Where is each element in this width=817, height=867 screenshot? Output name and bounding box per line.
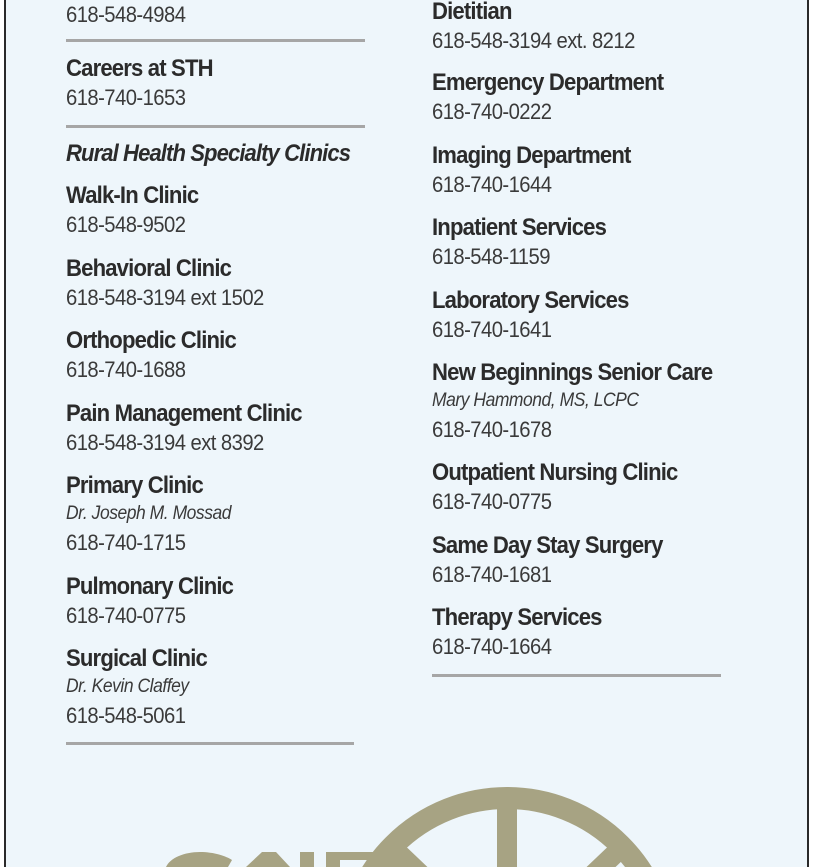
entry-phone: 618-548-9502	[66, 212, 186, 237]
entry-person: Mary Hammond, MS, LCPC	[432, 390, 639, 411]
entry-name: Pain Management Clinic	[66, 400, 302, 427]
entry-phone: 618-548-3194 ext 1502	[66, 285, 264, 310]
entry-phone: 618-548-3194 ext. 8212	[432, 28, 635, 53]
entry-phone: 618-740-1678	[432, 417, 552, 442]
entry-phone: 618-548-3194 ext 8392	[66, 430, 264, 455]
entry-name: Orthopedic Clinic	[66, 327, 236, 354]
entry-phone: 618-740-1715	[66, 530, 186, 555]
entry-phone: 618-740-1644	[432, 172, 552, 197]
section-heading: Rural Health Specialty Clinics	[66, 140, 351, 167]
entry-name: Pulmonary Clinic	[66, 573, 234, 600]
entry-name: Inpatient Services	[432, 214, 607, 241]
entry-phone: 618-740-1688	[66, 357, 186, 382]
entry-name: Primary Clinic	[66, 472, 203, 499]
entry-phone: 618-740-1641	[432, 317, 552, 342]
entry-phone: 618-548-5061	[66, 703, 186, 728]
entry-name: Careers at STH	[66, 55, 213, 82]
entry-name: Laboratory Services	[432, 287, 629, 314]
entry-phone: 618-740-0775	[66, 603, 186, 628]
entry-name: Emergency Department	[432, 69, 664, 96]
entry-name: Imaging Department	[432, 142, 631, 169]
entry-name: Same Day Stay Surgery	[432, 532, 663, 559]
entry-name: Dietitian	[432, 0, 512, 25]
entry-phone: 618-740-1664	[432, 634, 552, 659]
top-phone: 618-548-4984	[66, 2, 186, 27]
entry-name: Outpatient Nursing Clinic	[432, 459, 678, 486]
entry-name: New Beginnings Senior Care	[432, 359, 713, 386]
entry-name: Walk-In Clinic	[66, 182, 199, 209]
entry-phone: 618-740-1681	[432, 562, 552, 587]
entry-name: Surgical Clinic	[66, 645, 207, 672]
entry-name: Behavioral Clinic	[66, 255, 232, 282]
entry-phone: 618-740-0222	[432, 99, 552, 124]
entry-name: Therapy Services	[432, 604, 602, 631]
entry-phone: 618-548-1159	[432, 244, 550, 269]
entry-phone: 618-740-0775	[432, 489, 552, 514]
entry-person: Dr. Joseph M. Mossad	[66, 503, 232, 524]
entry-person: Dr. Kevin Claffey	[66, 676, 189, 697]
entry-phone: 618-740-1653	[66, 85, 186, 110]
